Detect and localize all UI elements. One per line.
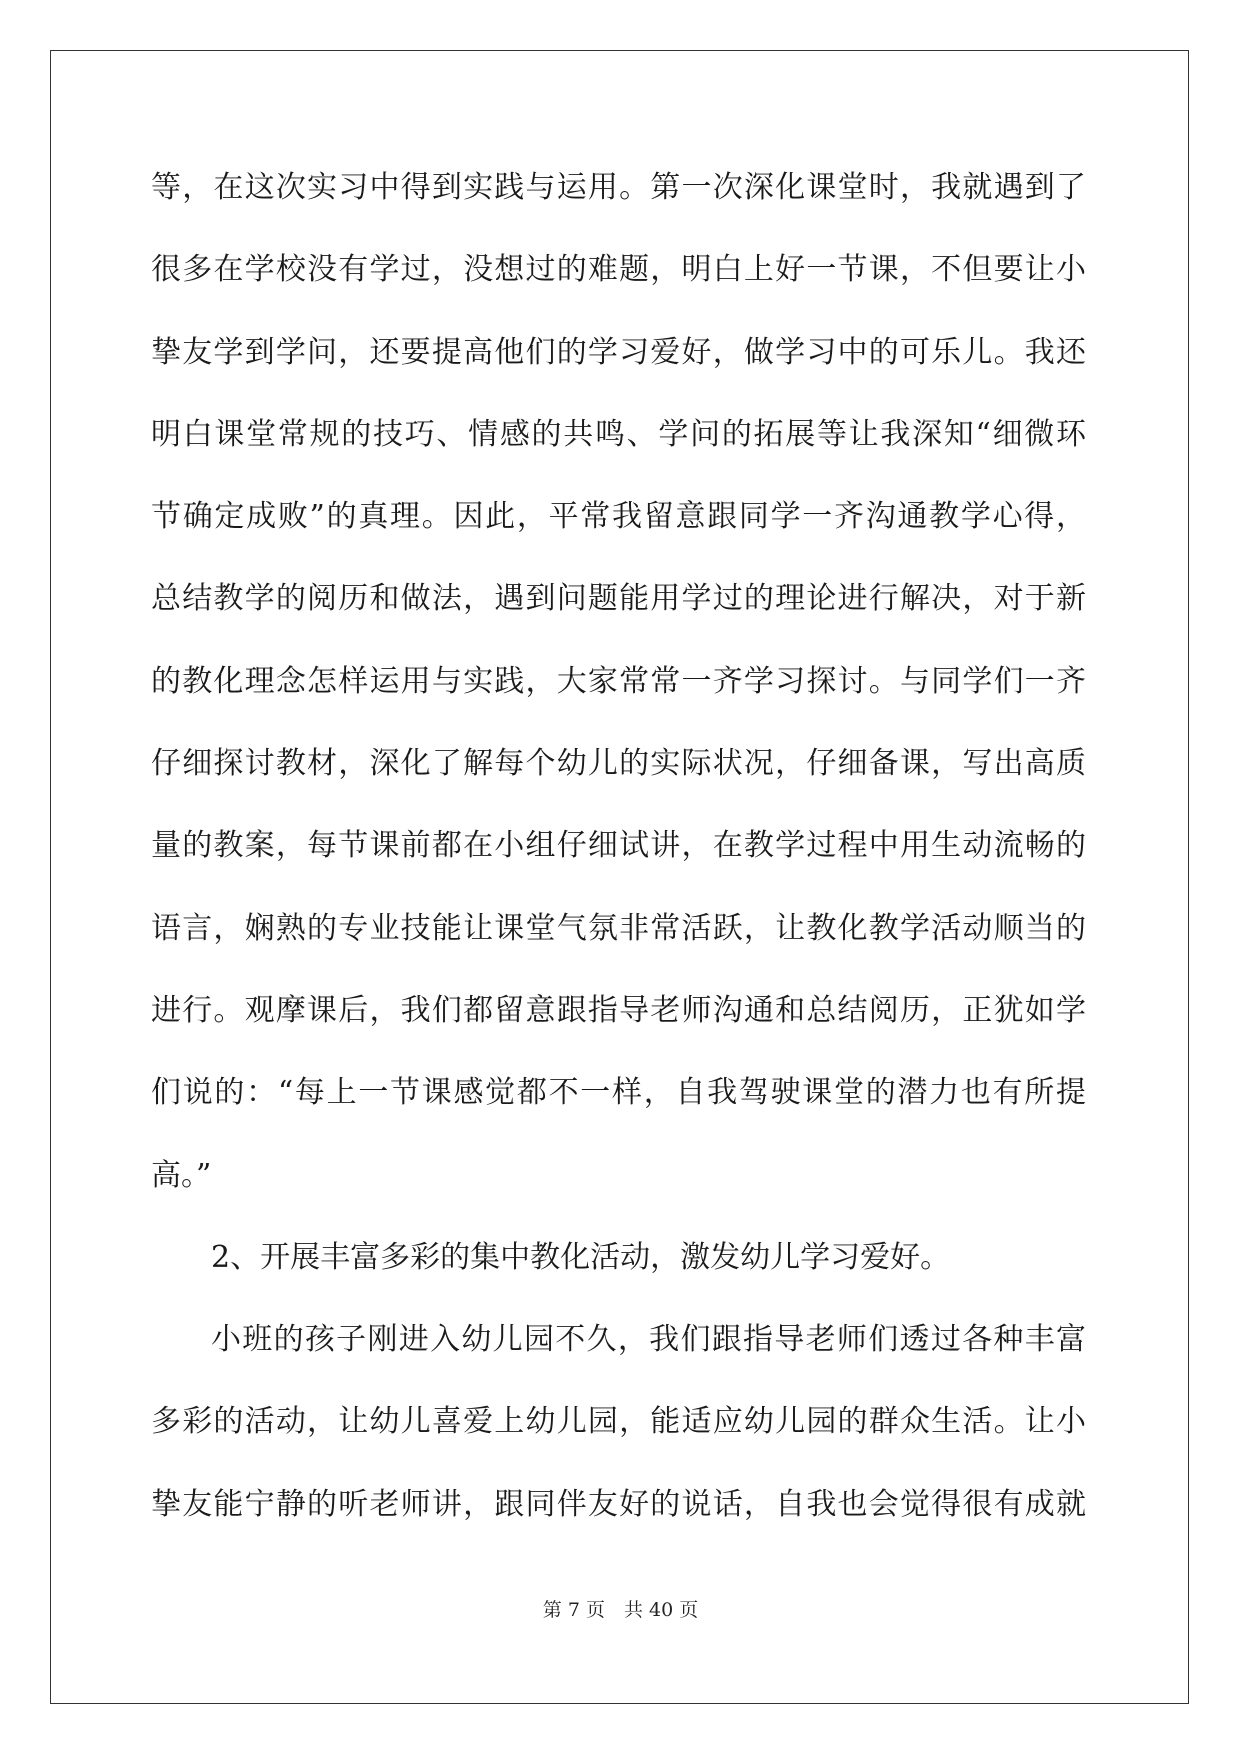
text-line: 节确定成败”的真理。因此，平常我留意跟同学一齐沟通教学心得， [151, 499, 1086, 535]
paragraph-first-line: 小班的孩子刚进入幼儿园不久，我们跟指导老师们透过各种丰富 [211, 1322, 1086, 1358]
text-line: 仔细探讨教材，深化了解每个幼儿的实际状况，仔细备课，写出高质 [151, 746, 1086, 782]
text-line: 语言，娴熟的专业技能让课堂气氛非常活跃，让教化教学活动顺当的 [151, 910, 1086, 946]
page-number: 第 7 页 共 40 页 [542, 1599, 699, 1621]
text-line: 多彩的活动，让幼儿喜爱上幼儿园，能适应幼儿园的群众生活。让小 [151, 1404, 1086, 1440]
text-line: 明白课堂常规的技巧、情感的共鸣、学问的拓展等让我深知“细微环 [151, 416, 1086, 452]
text-line: 的教化理念怎样运用与实践，大家常常一齐学习探讨。与同学们一齐 [151, 663, 1086, 699]
paragraph-end-line: 高。” [151, 1157, 212, 1193]
text-line: 挚友能宁静的听老师讲，跟同伴友好的说话，自我也会觉得很有成就 [151, 1486, 1086, 1522]
text-line: 们说的：“每上一节课感觉都不一样，自我驾驶课堂的潜力也有所提 [151, 1075, 1086, 1111]
text-line: 量的教案，每节课前都在小组仔细试讲，在教学过程中用生动流畅的 [151, 828, 1086, 864]
document-body [151, 158, 1086, 1557]
text-line: 总结教学的阅历和做法，遇到问题能用学过的理论进行解决，对于新 [151, 581, 1086, 617]
text-line: 挚友学到学问，还要提高他们的学习爱好，做学习中的可乐儿。我还 [151, 334, 1086, 370]
text-line: 等，在这次实习中得到实践与运用。第一次深化课堂时，我就遇到了 [151, 170, 1086, 205]
text-line: 很多在学校没有学过，没想过的难题，明白上好一节课，不但要让小 [151, 252, 1086, 288]
section-heading: 2、开展丰富多彩的集中教化活动，激发幼儿学习爱好。 [211, 1239, 951, 1275]
text-line: 进行。观摩课后，我们都留意跟指导老师沟通和总结阅历，正犹如学 [151, 992, 1086, 1028]
